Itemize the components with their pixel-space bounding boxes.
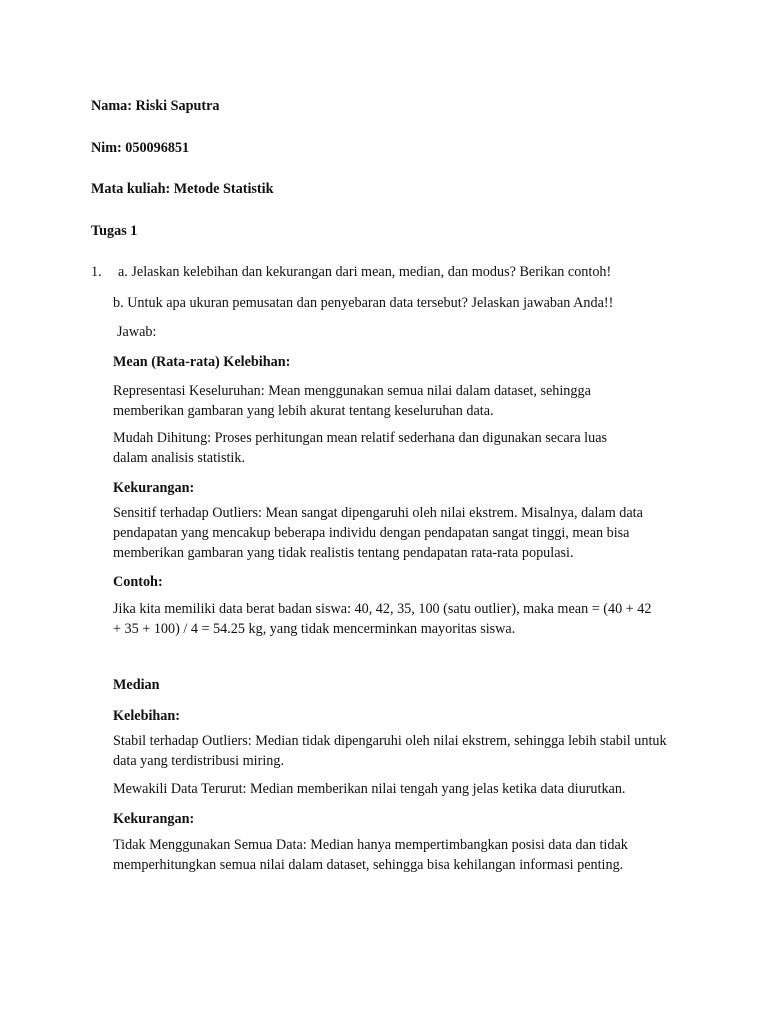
student-nim: Nim: 050096851 [91,140,190,156]
median-advantage-2: Mewakili Data Terurut: Median memberikan nilai tengah yang jelas ketika data diurutkan. [113,781,626,797]
mean-advantage-2: Mudah Dihitung: Proses perhitungan mean relatif sederhana dan digunakan secara luas dalam analisis statistik. [113,430,608,466]
question-a: a. Jelaskan kelebihan dan kekurangan dari mean, median, dan modus? Berikan contoh! [118,264,612,280]
course-name: Mata kuliah: Metode Statistik [91,181,274,197]
mean-example-heading: Contoh: [113,574,163,590]
mean-example-1: Jika kita memiliki data berat badan siswa: 40, 42, 35, 100 (satu outlier), maka mean = (40 + 42 + 35 + 100) / 4 = 54.25 kg, yang tidak mencerminkan mayoritas siswa. [113,601,652,637]
median-advantage-1: Stabil terhadap Outliers: Median tidak dipengaruhi oleh nilai ekstrem, sehingga lebih stabil untuk data yang terdistribusi miring. [113,733,667,769]
mean-advantage-1: Representasi Keseluruhan: Mean menggunakan semua nilai dalam dataset, sehingga memberikan gambaran yang lebih akurat tentang keseluruhan data. [113,383,591,419]
mean-heading: Mean (Rata-rata) Kelebihan: [113,354,291,370]
median-disadvantage-heading: Kekurangan: [113,811,195,827]
answer-label: Jawab: [117,324,157,340]
median-heading: Median [113,677,160,693]
student-name: Nama: Riski Saputra [91,98,220,114]
mean-disadvantage-heading: Kekurangan: [113,480,195,496]
assignment-title: Tugas 1 [91,223,138,239]
question-number: 1. [91,264,102,280]
question-b: b. Untuk apa ukuran pemusatan dan penyebaran data tersebut? Jelaskan jawaban Anda!! [113,295,614,311]
mean-disadvantage-1: Sensitif terhadap Outliers: Mean sangat dipengaruhi oleh nilai ekstrem. Misalnya, dalam data pendapatan yang mencakup beberapa individu dengan pendapatan sangat tinggi, mean bisa memberikan gambaran yang tidak realistis tentang pendapatan rata-rata populasi. [113,505,643,561]
median-advantage-heading: Kelebihan: [113,708,181,724]
median-disadvantage-1: Tidak Menggunakan Semua Data: Median hanya mempertimbangkan posisi data dan tidak memperhitungkan semua nilai dalam dataset, sehingga bisa kehilangan informasi penting. [113,837,628,873]
